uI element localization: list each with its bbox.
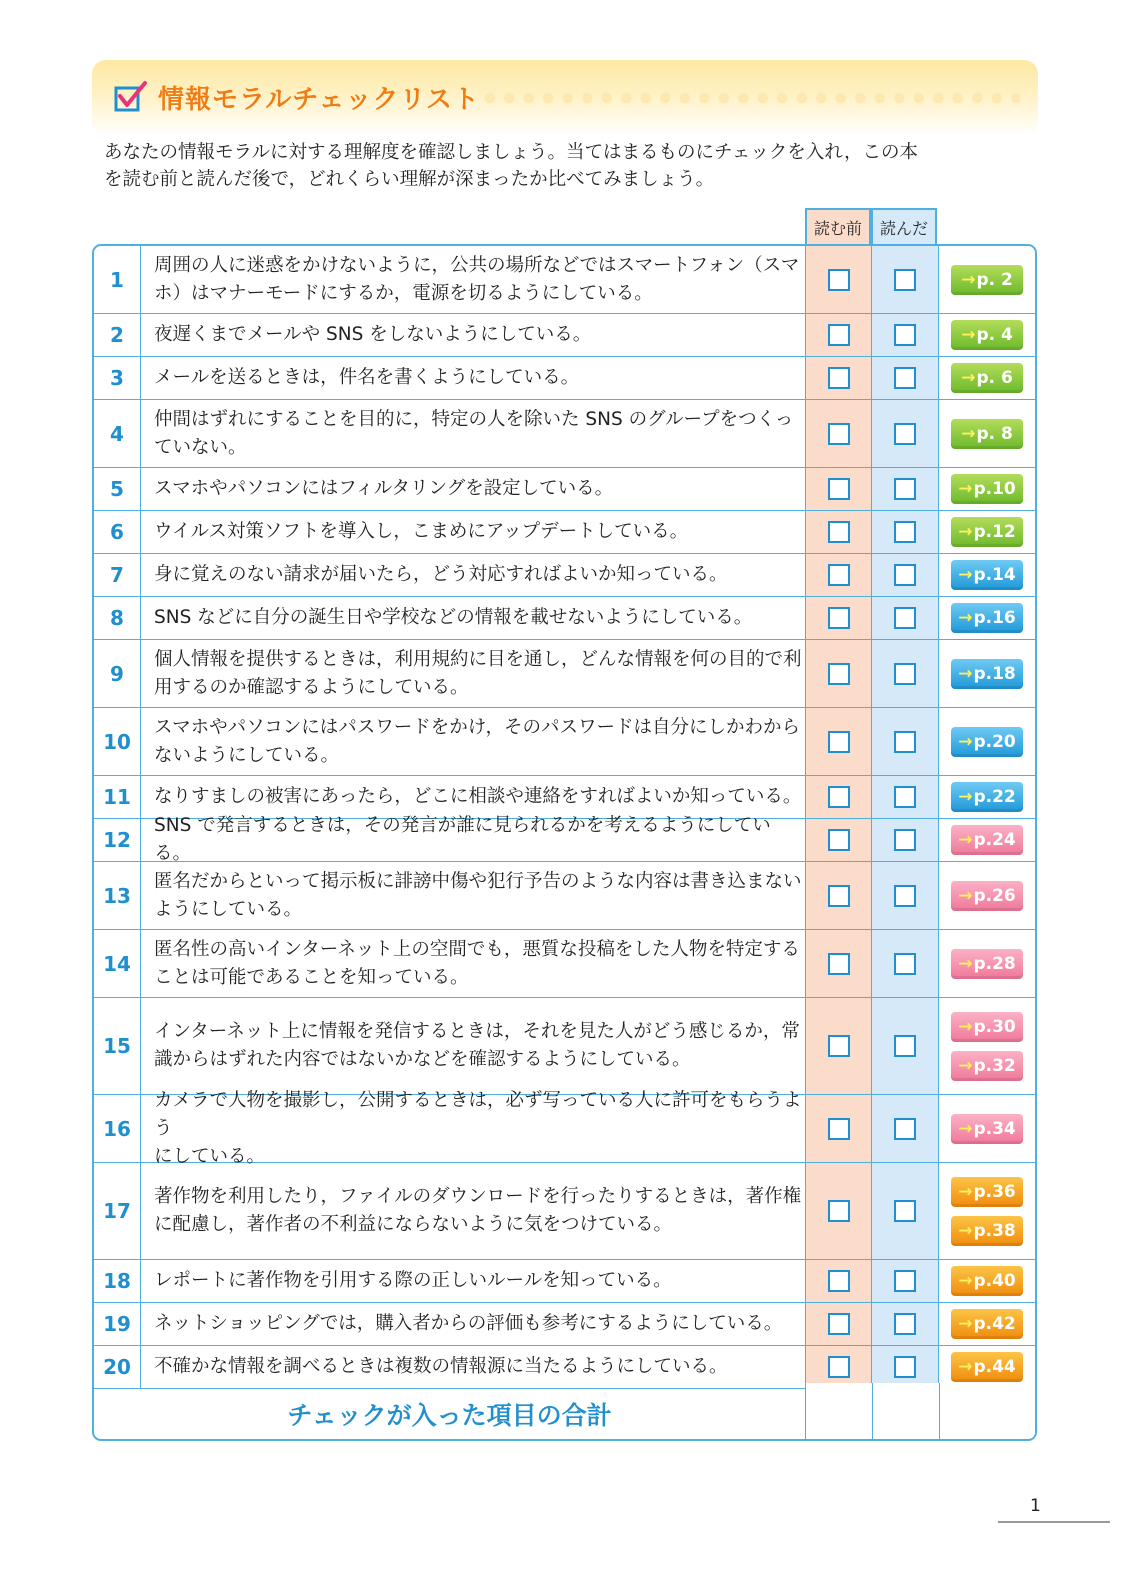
- page-reference-cell: [939, 468, 1035, 510]
- after-reading-checkbox[interactable]: [894, 478, 916, 500]
- arrow-right-icon: →: [958, 479, 973, 499]
- page-reference-cell: [939, 930, 1035, 997]
- item-text-line: にしている。: [154, 1145, 266, 1167]
- after-reading-checkbox[interactable]: [894, 953, 916, 975]
- before-reading-checkbox[interactable]: [828, 521, 850, 543]
- item-text: [154, 314, 802, 356]
- page-reference-cell: [939, 314, 1035, 356]
- checklist-row: [94, 597, 1035, 640]
- before-reading-cell: [805, 708, 872, 775]
- item-text: [154, 597, 802, 639]
- total-after-cell[interactable]: [872, 1383, 939, 1439]
- after-reading-cell: [872, 998, 939, 1094]
- after-reading-cell: [872, 819, 939, 861]
- page-reference-button[interactable]: [951, 603, 1023, 633]
- item-text-line: SNS などに自分の誕生日や学校などの情報を載せないようにしている。: [154, 607, 753, 628]
- item-number: 12: [94, 819, 141, 861]
- before-reading-checkbox[interactable]: [828, 953, 850, 975]
- after-reading-checkbox[interactable]: [894, 367, 916, 389]
- before-reading-checkbox[interactable]: [828, 423, 850, 445]
- item-text: [154, 468, 802, 510]
- after-reading-cell: [872, 597, 939, 639]
- before-reading-cell: [805, 930, 872, 997]
- page-reference-label: p.38: [973, 1220, 1016, 1241]
- after-reading-checkbox[interactable]: [894, 423, 916, 445]
- page-reference-cell: [939, 554, 1035, 596]
- after-reading-cell: [872, 1260, 939, 1302]
- before-reading-cell: [805, 554, 872, 596]
- after-reading-cell: [872, 554, 939, 596]
- before-reading-cell: [805, 640, 872, 707]
- checklist-row: [94, 357, 1035, 400]
- after-reading-cell: [872, 776, 939, 818]
- after-reading-checkbox[interactable]: [894, 324, 916, 346]
- item-text-line: 夜遅くまでメールや SNS をしないようにしている。: [154, 324, 592, 345]
- page-reference-cell: [939, 998, 1035, 1094]
- page-reference-label: p. 8: [976, 423, 1013, 444]
- item-text-line: に配慮し，著作者の不利益にならないように気をつけている。: [154, 1214, 673, 1235]
- after-reading-cell: [872, 640, 939, 707]
- page-reference-button[interactable]: [951, 1266, 1023, 1296]
- page-reference-button[interactable]: [951, 825, 1023, 855]
- checkbox-check-icon: [112, 80, 148, 114]
- page-reference-button[interactable]: [951, 1051, 1023, 1081]
- item-text-line: 仲間はずれにすることを目的に，特定の人を除いた SNS のグループをつくっ: [154, 408, 794, 430]
- checklist-row: [94, 468, 1035, 511]
- page-reference-button[interactable]: [951, 1114, 1023, 1144]
- after-reading-cell: [872, 246, 939, 313]
- after-reading-cell: [872, 1346, 939, 1388]
- page-reference-button[interactable]: [951, 1012, 1023, 1042]
- page-reference-cell: [939, 819, 1035, 861]
- page-reference-button[interactable]: [951, 659, 1023, 689]
- before-reading-cell: [805, 357, 872, 399]
- page-number: 1: [1030, 1496, 1041, 1516]
- item-number: 9: [94, 640, 141, 707]
- item-text: [154, 815, 802, 864]
- page-reference-label: p.36: [973, 1181, 1016, 1202]
- total-empty-cell: [939, 1383, 1035, 1439]
- item-text-line: 用するのか確認するようにしている。: [154, 676, 469, 698]
- after-reading-cell: [872, 1303, 939, 1345]
- page-reference-label: p.14: [973, 565, 1016, 585]
- page-reference-cell: [939, 862, 1035, 929]
- item-number: 1: [94, 246, 141, 313]
- arrow-right-icon: →: [961, 368, 976, 388]
- after-reading-checkbox[interactable]: [894, 1313, 916, 1335]
- item-number: 17: [94, 1163, 141, 1259]
- arrow-right-icon: →: [958, 1055, 973, 1076]
- item-number: 10: [94, 708, 141, 775]
- before-reading-checkbox[interactable]: [828, 1356, 850, 1378]
- page-number-rule: [998, 1521, 1110, 1523]
- page-reference-label: p.30: [973, 1016, 1016, 1037]
- page-reference-cell: [939, 1303, 1035, 1345]
- after-reading-checkbox[interactable]: [894, 564, 916, 586]
- page-reference-button[interactable]: [951, 1309, 1023, 1339]
- before-reading-checkbox[interactable]: [828, 1270, 850, 1292]
- after-reading-checkbox[interactable]: [894, 663, 916, 685]
- item-text: [154, 708, 802, 775]
- before-reading-cell: [805, 597, 872, 639]
- total-label: チェックが入った項目の合計: [287, 1401, 612, 1430]
- item-number: 15: [94, 998, 141, 1094]
- after-reading-checkbox[interactable]: [894, 521, 916, 543]
- total-before-cell[interactable]: [805, 1383, 872, 1439]
- arrow-right-icon: →: [958, 663, 973, 684]
- checklist-row: [94, 640, 1035, 708]
- item-text: [154, 640, 802, 707]
- after-reading-checkbox[interactable]: [894, 1035, 916, 1057]
- after-reading-checkbox[interactable]: [894, 269, 916, 291]
- before-reading-checkbox[interactable]: [828, 663, 850, 685]
- item-text-line: ウイルス対策ソフトを導入し，こまめにアップデートしている。: [154, 521, 689, 542]
- after-reading-cell: [872, 708, 939, 775]
- before-reading-checkbox[interactable]: [828, 478, 850, 500]
- item-number: 8: [94, 597, 141, 639]
- page-reference-cell: [939, 776, 1035, 818]
- item-text-line: スマホやパソコンにはパスワードをかけ，そのパスワードは自分にしかわから: [154, 716, 801, 738]
- page-reference-label: p. 2: [976, 269, 1013, 290]
- before-reading-checkbox[interactable]: [828, 1313, 850, 1335]
- item-text: [154, 998, 802, 1094]
- item-text: [154, 357, 802, 399]
- checklist-row: [94, 1260, 1035, 1303]
- item-text: [154, 400, 802, 467]
- item-text: [154, 511, 802, 553]
- item-text: [154, 554, 802, 596]
- page-reference-button[interactable]: [951, 1216, 1023, 1246]
- page-reference-cell: [939, 1095, 1035, 1162]
- item-text: [154, 1089, 802, 1167]
- before-reading-cell: [805, 862, 872, 929]
- item-number: 5: [94, 468, 141, 510]
- page-reference-label: p.28: [973, 953, 1016, 974]
- page-reference-button[interactable]: [951, 320, 1023, 350]
- item-text-line: ていない。: [154, 436, 247, 458]
- item-text: [154, 1260, 802, 1302]
- before-reading-cell: [805, 468, 872, 510]
- arrow-right-icon: →: [958, 565, 973, 585]
- before-reading-cell: [805, 776, 872, 818]
- arrow-right-icon: →: [961, 423, 976, 444]
- after-reading-cell: [872, 357, 939, 399]
- item-text-line: メールを送るときは，件名を書くようにしている。: [154, 367, 580, 388]
- checklist-row: [94, 246, 1035, 314]
- before-reading-checkbox[interactable]: [828, 1118, 850, 1140]
- after-reading-cell: [872, 1095, 939, 1162]
- after-reading-checkbox[interactable]: [894, 731, 916, 753]
- page-reference-cell: [939, 1163, 1035, 1259]
- checklist-table: [92, 244, 1037, 1441]
- page-reference-label: p.10: [973, 479, 1016, 499]
- before-reading-checkbox[interactable]: [828, 324, 850, 346]
- page-reference-label: p.12: [973, 522, 1016, 542]
- item-text: [154, 862, 802, 929]
- page-reference-button[interactable]: [951, 265, 1023, 295]
- item-number: 20: [94, 1346, 141, 1388]
- checklist-row: [94, 1163, 1035, 1260]
- intro-line-2: を読む前と読んだ後で，どれくらい理解が深まったか比べてみましょう。: [104, 169, 715, 190]
- before-reading-cell: [805, 511, 872, 553]
- item-text: [154, 1303, 802, 1345]
- item-text-line: スマホやパソコンにはフィルタリングを設定している。: [154, 478, 614, 499]
- page-reference-label: p.20: [973, 731, 1016, 752]
- before-reading-cell: [805, 1095, 872, 1162]
- before-reading-cell: [805, 1260, 872, 1302]
- before-reading-checkbox[interactable]: [828, 829, 850, 851]
- before-reading-checkbox[interactable]: [828, 786, 850, 808]
- arrow-right-icon: →: [958, 1181, 973, 1202]
- page-reference-cell: [939, 640, 1035, 707]
- after-reading-cell: [872, 930, 939, 997]
- page-title: 情報モラルチェックリスト: [158, 85, 480, 115]
- arrow-right-icon: →: [961, 325, 976, 345]
- before-reading-cell: [805, 1303, 872, 1345]
- page-reference-label: p.16: [973, 608, 1016, 628]
- total-row: [94, 1383, 1035, 1439]
- page-reference-button[interactable]: [951, 949, 1023, 979]
- item-number: 3: [94, 357, 141, 399]
- page-reference-label: p.34: [973, 1118, 1016, 1139]
- after-reading-checkbox[interactable]: [894, 1200, 916, 1222]
- arrow-right-icon: →: [958, 953, 973, 974]
- before-reading-checkbox[interactable]: [828, 367, 850, 389]
- after-reading-checkbox[interactable]: [894, 1118, 916, 1140]
- before-reading-checkbox[interactable]: [828, 564, 850, 586]
- arrow-right-icon: →: [958, 885, 973, 906]
- column-header-before: 読む前: [805, 208, 871, 244]
- item-text-line: ホ）はマナーモードにするか，電源を切るようにしている。: [154, 282, 653, 304]
- page-reference-button[interactable]: [951, 1177, 1023, 1207]
- page-reference-label: p.18: [973, 663, 1016, 684]
- item-text-line: ようにしている。: [154, 898, 303, 920]
- checklist-row: [94, 862, 1035, 930]
- page-reference-button[interactable]: [951, 727, 1023, 757]
- page-reference-cell: [939, 597, 1035, 639]
- page-reference-label: p.26: [973, 885, 1016, 906]
- item-text: [154, 1346, 802, 1388]
- arrow-right-icon: →: [958, 1314, 973, 1334]
- item-text-line: 識からはずれた内容ではないかなどを確認するようにしている。: [154, 1049, 691, 1070]
- before-reading-checkbox[interactable]: [828, 1035, 850, 1057]
- item-text-line: 匿名だからといって掲示板に誹謗中傷や犯行予告のような内容は書き込まない: [154, 870, 802, 892]
- after-reading-cell: [872, 314, 939, 356]
- before-reading-cell: [805, 1346, 872, 1388]
- item-number: 18: [94, 1260, 141, 1302]
- item-number: 7: [94, 554, 141, 596]
- before-reading-cell: [805, 314, 872, 356]
- before-reading-checkbox[interactable]: [828, 607, 850, 629]
- before-reading-cell: [805, 400, 872, 467]
- banner-dots: [480, 92, 1020, 104]
- item-text-line: 不確かな情報を調べるときは複数の情報源に当たるようにしている。: [154, 1356, 728, 1377]
- page-reference-label: p. 6: [976, 368, 1013, 388]
- before-reading-checkbox[interactable]: [828, 731, 850, 753]
- item-text-line: なりすましの被害にあったら，どこに相談や連絡をすればよいか知っている。: [154, 786, 802, 807]
- item-text-line: 個人情報を提供するときは，利用規約に目を通し，どんな情報を何の目的で利: [154, 648, 802, 670]
- item-number: 6: [94, 511, 141, 553]
- page-reference-label: p.44: [973, 1357, 1016, 1377]
- before-reading-checkbox[interactable]: [828, 885, 850, 907]
- before-reading-checkbox[interactable]: [828, 1200, 850, 1222]
- item-text-line: 匿名性の高いインターネット上の空間でも，悪質な投稿をした人物を特定する: [154, 938, 800, 960]
- page-reference-cell: [939, 246, 1035, 313]
- after-reading-checkbox[interactable]: [894, 1356, 916, 1378]
- after-reading-cell: [872, 511, 939, 553]
- item-number: 16: [94, 1095, 141, 1162]
- item-text: [154, 246, 802, 313]
- item-number: 19: [94, 1303, 141, 1345]
- arrow-right-icon: →: [958, 1271, 973, 1291]
- before-reading-cell: [805, 246, 872, 313]
- page-reference-button[interactable]: [951, 474, 1023, 504]
- page-reference-button[interactable]: [951, 419, 1023, 449]
- arrow-right-icon: →: [958, 608, 973, 628]
- page-reference-button[interactable]: [951, 1352, 1023, 1382]
- before-reading-cell: [805, 819, 872, 861]
- checklist-row: [94, 930, 1035, 998]
- checklist-row: [94, 1089, 1035, 1167]
- page-reference-cell: [939, 511, 1035, 553]
- item-text-line: 身に覚えのない請求が届いたら，どう対応すればよいか知っている。: [154, 564, 728, 585]
- item-text-line: インターネット上に情報を発信するときは，それを見た人がどう感じるか，常: [154, 1021, 800, 1042]
- after-reading-checkbox[interactable]: [894, 786, 916, 808]
- arrow-right-icon: →: [958, 731, 973, 752]
- page-reference-label: p.42: [973, 1314, 1016, 1334]
- arrow-right-icon: →: [958, 1118, 973, 1139]
- after-reading-cell: [872, 862, 939, 929]
- checklist-row: [94, 400, 1035, 468]
- item-text-line: ないようにしている。: [154, 744, 340, 766]
- checklist-row: [94, 1303, 1035, 1346]
- intro-text: [104, 139, 984, 193]
- page-reference-button[interactable]: [951, 363, 1023, 393]
- arrow-right-icon: →: [958, 522, 973, 542]
- after-reading-checkbox[interactable]: [894, 607, 916, 629]
- item-number: 4: [94, 400, 141, 467]
- page-reference-cell: [939, 357, 1035, 399]
- after-reading-cell: [872, 400, 939, 467]
- checklist-row: [94, 708, 1035, 776]
- arrow-right-icon: →: [958, 1220, 973, 1241]
- before-reading-cell: [805, 998, 872, 1094]
- item-text-line: カメラで人物を撮影し，公開するときは，必ず写っている人に許可をもらうよう: [154, 1089, 802, 1139]
- arrow-right-icon: →: [958, 1357, 973, 1377]
- page-reference-label: p.24: [973, 830, 1016, 850]
- intro-line-1: あなたの情報モラルに対する理解度を確認しましょう。当てはまるものにチェックを入れ，この本: [104, 142, 919, 163]
- checklist-row: [94, 998, 1035, 1095]
- arrow-right-icon: →: [961, 269, 976, 290]
- page-reference-button[interactable]: [951, 881, 1023, 911]
- page-reference-button[interactable]: [951, 560, 1023, 590]
- item-text: [154, 1163, 802, 1259]
- arrow-right-icon: →: [958, 1016, 973, 1037]
- after-reading-checkbox[interactable]: [894, 829, 916, 851]
- arrow-right-icon: →: [958, 830, 973, 850]
- page-reference-label: p.40: [973, 1271, 1016, 1291]
- item-text-line: レポートに著作物を引用する際の正しいルールを知っている。: [154, 1270, 672, 1291]
- checklist-row: [94, 815, 1035, 864]
- after-reading-cell: [872, 1163, 939, 1259]
- column-header-after: 読んだ: [871, 208, 937, 244]
- after-reading-checkbox[interactable]: [894, 1270, 916, 1292]
- checklist-row: [94, 314, 1035, 357]
- arrow-right-icon: →: [958, 787, 973, 807]
- before-reading-checkbox[interactable]: [828, 269, 850, 291]
- item-text-line: 著作物を利用したり，ファイルのダウンロードを行ったりするときは，著作権: [154, 1186, 802, 1207]
- item-text-line: ネットショッピングでは，購入者からの評価も参考にするようにしている。: [154, 1313, 783, 1334]
- page-reference-label: p.22: [973, 787, 1016, 807]
- page-reference-label: p.32: [973, 1055, 1016, 1076]
- after-reading-cell: [872, 468, 939, 510]
- item-number: 2: [94, 314, 141, 356]
- page-reference-cell: [939, 708, 1035, 775]
- before-reading-cell: [805, 1163, 872, 1259]
- page-reference-cell: [939, 1346, 1035, 1388]
- item-number: 13: [94, 862, 141, 929]
- checklist-row: [94, 554, 1035, 597]
- item-text-line: 周囲の人に迷惑をかけないように，公共の場所などではスマートフォン（スマ: [154, 254, 800, 276]
- item-text-line: ことは可能であることを知っている。: [154, 966, 469, 988]
- item-text-line: SNS で発言するときは，その発言が誰に見られるかを考えるようにしている。: [154, 815, 771, 864]
- item-number: 11: [94, 776, 141, 818]
- page-reference-cell: [939, 1260, 1035, 1302]
- page-reference-button[interactable]: [951, 782, 1023, 812]
- page-reference-button[interactable]: [951, 517, 1023, 547]
- after-reading-checkbox[interactable]: [894, 885, 916, 907]
- page-reference-cell: [939, 400, 1035, 467]
- page-reference-label: p. 4: [976, 325, 1013, 345]
- item-text: [154, 930, 802, 997]
- checklist-row: [94, 511, 1035, 554]
- item-number: 14: [94, 930, 141, 997]
